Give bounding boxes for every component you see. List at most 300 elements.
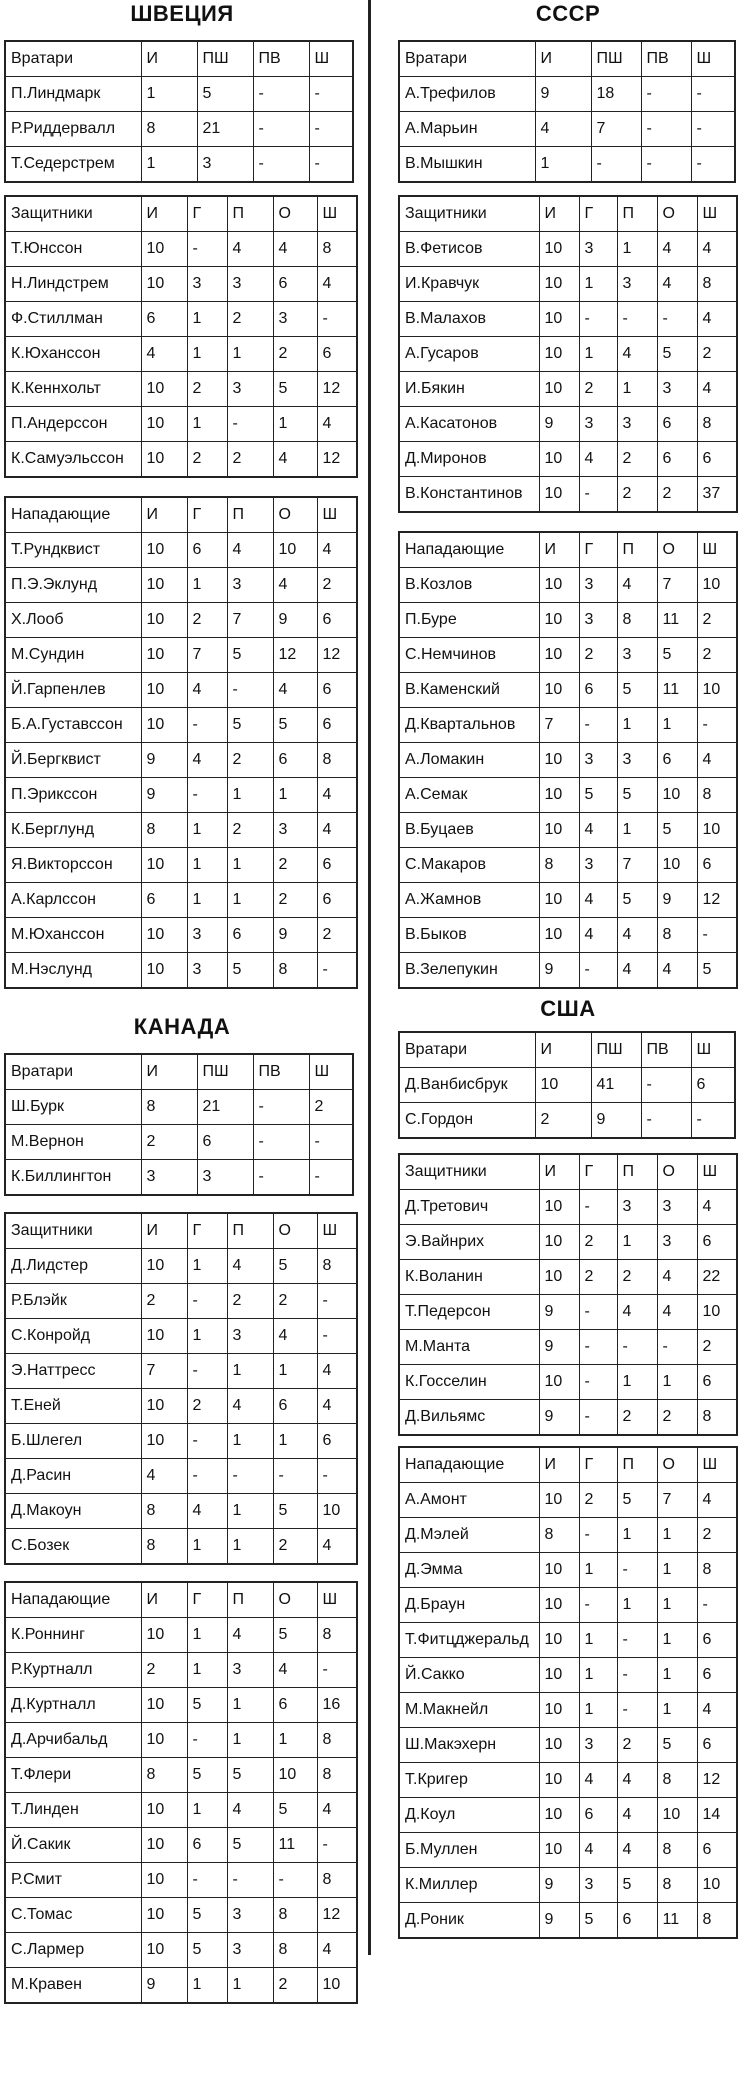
stat-cell: 10	[141, 1424, 187, 1459]
stat-cell: 22	[697, 1260, 737, 1295]
stat-cell: 2	[227, 442, 273, 478]
stat-cell: -	[617, 1693, 657, 1728]
stat-cell: 8	[657, 1763, 697, 1798]
stat-cell: 10	[539, 743, 579, 778]
stat-cell: 8	[657, 1833, 697, 1868]
stat-cell: -	[227, 673, 273, 708]
stat-cell: 12	[317, 638, 357, 673]
column-header: Г	[187, 1213, 227, 1249]
column-header: Г	[187, 196, 227, 232]
table-row	[399, 1868, 737, 1903]
stat-cell: -	[697, 708, 737, 743]
stat-cell: -	[691, 147, 735, 183]
player-name-cell: А.Ломакин	[399, 743, 539, 778]
table-row	[5, 407, 357, 442]
stat-cell: -	[227, 1863, 273, 1898]
player-name-cell: Д.Квартальнов	[399, 708, 539, 743]
stat-cell: 4	[317, 267, 357, 302]
stat-cell: 1	[579, 267, 617, 302]
team-title: США	[540, 996, 596, 1021]
stat-cell: 10	[141, 1828, 187, 1863]
stat-cell: -	[317, 1653, 357, 1688]
player-name-cell: Д.Мэлей	[399, 1518, 539, 1553]
stat-cell: -	[617, 1658, 657, 1693]
stat-cell: 10	[539, 813, 579, 848]
stat-cell: 7	[187, 638, 227, 673]
column-header: И	[539, 1154, 579, 1190]
table-row	[399, 1833, 737, 1868]
column-header: ПВ	[641, 1032, 691, 1068]
team-title: СССР	[535, 1, 601, 26]
stat-cell: 5	[273, 1494, 317, 1529]
player-name-cell: К.Берглунд	[5, 813, 141, 848]
table-row	[399, 1518, 737, 1553]
table-row	[5, 267, 357, 302]
stat-cell: -	[691, 77, 735, 112]
table-row	[399, 1763, 737, 1798]
stat-cell: 1	[227, 848, 273, 883]
stat-cell: 3	[617, 638, 657, 673]
stat-cell: 5	[187, 1688, 227, 1723]
stat-cell: 8	[317, 1723, 357, 1758]
stat-cell: 10	[539, 267, 579, 302]
stat-cell: 6	[317, 673, 357, 708]
stat-cell: 1	[657, 1623, 697, 1658]
column-header: П	[617, 1447, 657, 1483]
player-name-cell: П.Андерссон	[5, 407, 141, 442]
stat-cell: 2	[697, 638, 737, 673]
stat-cell: 6	[617, 1903, 657, 1939]
stat-cell: 8	[617, 603, 657, 638]
player-name-cell: С.Немчинов	[399, 638, 539, 673]
player-name-cell: Б.А.Густавссон	[5, 708, 141, 743]
stat-cell: 6	[141, 302, 187, 337]
stat-cell: -	[309, 112, 353, 147]
stat-cell: 10	[539, 1260, 579, 1295]
stat-cell: 1	[657, 1553, 697, 1588]
player-name-cell: Д.Браун	[399, 1588, 539, 1623]
player-name-cell: Б.Муллен	[399, 1833, 539, 1868]
stat-cell: 10	[141, 1389, 187, 1424]
stat-cell: 8	[657, 1868, 697, 1903]
player-name-cell: Т.Педерсон	[399, 1295, 539, 1330]
column-header: Ш	[697, 1447, 737, 1483]
stat-cell: -	[579, 1330, 617, 1365]
stat-cell: 7	[657, 568, 697, 603]
stat-cell: 10	[141, 1249, 187, 1284]
stat-cell: 1	[227, 1968, 273, 2004]
stat-cell: 2	[273, 883, 317, 918]
column-header: Г	[579, 1447, 617, 1483]
stat-cell: 1	[617, 372, 657, 407]
column-header: О	[273, 497, 317, 533]
stat-cell: -	[187, 232, 227, 267]
stat-cell: 2	[227, 743, 273, 778]
stat-cell: -	[317, 1459, 357, 1494]
stat-cell: 3	[579, 1868, 617, 1903]
player-name-cell: В.Мышкин	[399, 147, 535, 183]
stat-cell: -	[579, 1365, 617, 1400]
stat-cell: 1	[617, 1588, 657, 1623]
stat-cell: 6	[657, 743, 697, 778]
column-header: П	[617, 1154, 657, 1190]
player-name-cell: Д.Расин	[5, 1459, 141, 1494]
stat-cell: 2	[697, 1330, 737, 1365]
stat-cell: 2	[273, 1529, 317, 1565]
player-name-cell: С.Гордон	[399, 1103, 535, 1139]
column-header: И	[141, 1054, 197, 1090]
stat-cell: 10	[539, 337, 579, 372]
stat-cell: 10	[539, 1693, 579, 1728]
column-header: П	[227, 497, 273, 533]
stat-cell: 1	[273, 778, 317, 813]
stat-cell: -	[641, 1103, 691, 1139]
header-row	[5, 1054, 353, 1090]
table-row	[5, 533, 357, 568]
stat-cell: 3	[227, 372, 273, 407]
stat-cell: 7	[657, 1483, 697, 1518]
player-name-cell: Ш.Бурк	[5, 1090, 141, 1125]
table-row	[399, 568, 737, 603]
stat-cell: 2	[617, 1260, 657, 1295]
stat-cell: 3	[273, 302, 317, 337]
player-name-cell: Р.Куртналл	[5, 1653, 141, 1688]
player-name-cell: Д.Миронов	[399, 442, 539, 477]
stat-cell: 12	[697, 883, 737, 918]
stat-cell: 1	[227, 883, 273, 918]
stat-cell: 5	[273, 1249, 317, 1284]
stat-cell: 4	[697, 1693, 737, 1728]
player-name-cell: С.Томас	[5, 1898, 141, 1933]
stat-cell: 6	[227, 918, 273, 953]
team-block-usa	[398, 995, 738, 1939]
column-header: И	[141, 41, 197, 77]
stat-cell: 1	[187, 337, 227, 372]
goalies-table	[398, 40, 736, 183]
stat-cell: 10	[141, 708, 187, 743]
stat-cell: 1	[187, 813, 227, 848]
stat-cell: 3	[657, 1225, 697, 1260]
stat-cell: 1	[579, 1553, 617, 1588]
stat-cell: 1	[617, 813, 657, 848]
stat-cell: 4	[227, 1618, 273, 1653]
table-row	[399, 1330, 737, 1365]
stat-cell: 10	[539, 1190, 579, 1225]
stat-cell: 1	[535, 147, 591, 183]
stat-cell: 2	[317, 568, 357, 603]
stat-cell: 4	[657, 953, 697, 989]
stat-cell: 6	[317, 337, 357, 372]
stat-cell: 2	[617, 442, 657, 477]
column-header: О	[273, 196, 317, 232]
player-name-cell: К.Юханссон	[5, 337, 141, 372]
player-name-cell: Т.Еней	[5, 1389, 141, 1424]
stat-cell: 10	[539, 1365, 579, 1400]
stat-cell: 9	[273, 603, 317, 638]
stat-cell: 3	[227, 1653, 273, 1688]
table-row	[5, 1125, 353, 1160]
stat-cell: 2	[141, 1284, 187, 1319]
stat-cell: 8	[141, 1494, 187, 1529]
stat-cell: 2	[227, 302, 273, 337]
stat-cell: 8	[697, 1903, 737, 1939]
table-row	[5, 1863, 357, 1898]
column-header: Защитники	[399, 196, 539, 232]
player-name-cell: А.Амонт	[399, 1483, 539, 1518]
stat-cell: 4	[697, 372, 737, 407]
stat-cell: 1	[187, 1319, 227, 1354]
stat-cell: 6	[273, 743, 317, 778]
table-row	[399, 1483, 737, 1518]
table-row	[399, 708, 737, 743]
table-row	[5, 1284, 357, 1319]
player-name-cell: А.Жамнов	[399, 883, 539, 918]
stat-cell: 10	[141, 1723, 187, 1758]
table-row	[399, 813, 737, 848]
player-name-cell: М.Сундин	[5, 638, 141, 673]
column-header: Ш	[691, 1032, 735, 1068]
stat-cell: 5	[273, 1618, 317, 1653]
table-row	[5, 1249, 357, 1284]
stat-cell: 10	[141, 372, 187, 407]
player-name-cell: А.Карлссон	[5, 883, 141, 918]
stat-cell: 10	[141, 953, 187, 989]
stat-cell: 4	[579, 813, 617, 848]
column-header: Г	[187, 1582, 227, 1618]
table-row	[5, 1898, 357, 1933]
forwards-table	[398, 531, 738, 989]
stat-cell: 3	[579, 407, 617, 442]
table-row	[5, 112, 353, 147]
stat-cell: -	[317, 1284, 357, 1319]
stat-cell: 5	[197, 77, 253, 112]
stat-cell: 8	[317, 1758, 357, 1793]
stat-cell: 1	[273, 1424, 317, 1459]
column-header: П	[227, 1582, 273, 1618]
stat-cell: -	[317, 1319, 357, 1354]
team-block-ussr	[398, 0, 738, 989]
player-name-cell: К.Воланин	[399, 1260, 539, 1295]
stat-cell: 3	[227, 568, 273, 603]
table-row	[5, 1618, 357, 1653]
stat-cell: 9	[539, 1400, 579, 1436]
stat-cell: 2	[187, 603, 227, 638]
stat-cell: 3	[657, 372, 697, 407]
stat-cell: 10	[539, 1763, 579, 1798]
column-header: Нападающие	[5, 1582, 141, 1618]
stat-cell: 6	[317, 883, 357, 918]
stat-cell: 3	[579, 848, 617, 883]
column-header: О	[657, 1447, 697, 1483]
player-name-cell: А.Марьин	[399, 112, 535, 147]
stat-cell: 3	[579, 232, 617, 267]
team-title: ШВЕЦИЯ	[130, 1, 234, 26]
table-row	[399, 1588, 737, 1623]
column-header: Г	[579, 196, 617, 232]
header-row	[399, 196, 737, 232]
stat-cell: 1	[187, 302, 227, 337]
column-header: Вратари	[399, 1032, 535, 1068]
stat-cell: 2	[273, 848, 317, 883]
forwards-table	[4, 1581, 358, 2004]
table-row	[5, 1828, 357, 1863]
stat-cell: 1	[227, 1494, 273, 1529]
stat-cell: 2	[697, 1518, 737, 1553]
stat-cell: 5	[657, 638, 697, 673]
stat-cell: 10	[697, 1295, 737, 1330]
stat-cell: -	[657, 1330, 697, 1365]
player-name-cell: Й.Сакик	[5, 1828, 141, 1863]
goalies-table	[4, 1053, 354, 1196]
forwards-table	[398, 1446, 738, 1939]
table-row	[399, 147, 735, 183]
player-name-cell: К.Госселин	[399, 1365, 539, 1400]
stat-cell: 6	[697, 1623, 737, 1658]
column-header: О	[273, 1582, 317, 1618]
defense-table	[398, 1153, 738, 1436]
column-header: ПВ	[641, 41, 691, 77]
stat-cell: 1	[617, 232, 657, 267]
player-name-cell: Т.Фитцджеральд	[399, 1623, 539, 1658]
stat-cell: 10	[539, 372, 579, 407]
column-header: Ш	[697, 532, 737, 568]
column-header: Ш	[697, 196, 737, 232]
stat-cell: 10	[539, 1225, 579, 1260]
column-header: И	[141, 1213, 187, 1249]
stat-cell: 4	[273, 673, 317, 708]
stat-cell: 4	[227, 533, 273, 568]
stat-cell: 3	[579, 1728, 617, 1763]
stat-cell: 4	[317, 1354, 357, 1389]
stat-cell: 41	[591, 1068, 641, 1103]
stat-cell: 1	[579, 337, 617, 372]
stat-cell: 10	[539, 1728, 579, 1763]
stat-cell: 2	[535, 1103, 591, 1139]
stat-cell: -	[187, 1424, 227, 1459]
stat-cell: 3	[197, 147, 253, 183]
stat-cell: 16	[317, 1688, 357, 1723]
stat-cell: -	[579, 1518, 617, 1553]
stat-cell: 4	[617, 1798, 657, 1833]
stat-cell: 5	[617, 883, 657, 918]
stat-cell: 3	[273, 813, 317, 848]
stat-cell: 4	[273, 442, 317, 478]
table-row	[5, 1758, 357, 1793]
stat-cell: 4	[617, 337, 657, 372]
stat-cell: -	[691, 1103, 735, 1139]
table-row	[5, 1494, 357, 1529]
player-name-cell: Т.Седерстрем	[5, 147, 141, 183]
stat-cell: -	[187, 1354, 227, 1389]
team-block-sweden	[4, 0, 360, 989]
stat-cell: -	[579, 1190, 617, 1225]
column-header: П	[227, 1213, 273, 1249]
stat-cell: 8	[273, 1933, 317, 1968]
stat-cell: 4	[227, 1249, 273, 1284]
column-header: ПШ	[591, 41, 641, 77]
table-row	[5, 708, 357, 743]
player-name-cell: Т.Флери	[5, 1758, 141, 1793]
stat-cell: 3	[187, 918, 227, 953]
player-name-cell: С.Конройд	[5, 1319, 141, 1354]
player-name-cell: В.Фетисов	[399, 232, 539, 267]
player-name-cell: А.Касатонов	[399, 407, 539, 442]
player-name-cell: И.Бякин	[399, 372, 539, 407]
stat-cell: 21	[197, 112, 253, 147]
stat-cell: 6	[273, 267, 317, 302]
header-row	[5, 497, 357, 533]
stat-cell: 10	[539, 1833, 579, 1868]
stat-cell: 9	[539, 1330, 579, 1365]
column-header: Защитники	[5, 196, 141, 232]
stat-cell: 11	[657, 1903, 697, 1939]
stat-cell: -	[253, 1160, 309, 1196]
table-row	[399, 267, 737, 302]
table-row	[399, 1225, 737, 1260]
column-header: Г	[187, 497, 227, 533]
defense-table	[4, 1212, 358, 1565]
player-name-cell: Й.Сакко	[399, 1658, 539, 1693]
stat-cell: 6	[197, 1125, 253, 1160]
table-row	[5, 1090, 353, 1125]
header-row	[5, 1213, 357, 1249]
stat-cell: 2	[227, 813, 273, 848]
stat-cell: 10	[539, 1623, 579, 1658]
stat-cell: 9	[539, 1868, 579, 1903]
table-row	[399, 1260, 737, 1295]
player-name-cell: А.Гусаров	[399, 337, 539, 372]
stat-cell: 5	[657, 813, 697, 848]
column-header: ПВ	[253, 41, 309, 77]
stat-cell: 4	[317, 1793, 357, 1828]
stat-cell: 2	[617, 477, 657, 513]
stat-cell: 4	[617, 568, 657, 603]
stat-cell: 2	[579, 638, 617, 673]
stat-cell: 1	[187, 1529, 227, 1565]
table-row	[399, 112, 735, 147]
stat-cell: 1	[273, 407, 317, 442]
stat-cell: -	[253, 1125, 309, 1160]
stat-cell: 4	[579, 442, 617, 477]
table-row	[5, 232, 357, 267]
stat-cell: 9	[141, 1968, 187, 2004]
stat-cell: 9	[539, 1903, 579, 1939]
defense-table	[398, 195, 738, 513]
stat-cell: 4	[317, 1529, 357, 1565]
table-row	[5, 147, 353, 183]
player-name-cell: Д.Вильямс	[399, 1400, 539, 1436]
header-row	[399, 41, 735, 77]
stat-cell: 5	[227, 638, 273, 673]
stat-cell: 9	[657, 883, 697, 918]
stat-cell: 4	[579, 883, 617, 918]
player-name-cell: Д.Макоун	[5, 1494, 141, 1529]
stat-cell: 9	[591, 1103, 641, 1139]
stat-cell: 1	[657, 1365, 697, 1400]
stat-cell: 4	[227, 1389, 273, 1424]
table-row	[399, 603, 737, 638]
stat-cell: -	[641, 147, 691, 183]
stat-cell: 1	[579, 1623, 617, 1658]
stat-cell: 4	[187, 1494, 227, 1529]
stat-cell: 1	[579, 1658, 617, 1693]
stat-cell: 3	[227, 1898, 273, 1933]
stat-cell: -	[309, 1160, 353, 1196]
table-row	[5, 918, 357, 953]
stat-cell: 2	[617, 1728, 657, 1763]
header-row	[399, 1032, 735, 1068]
table-row	[5, 1968, 357, 2004]
